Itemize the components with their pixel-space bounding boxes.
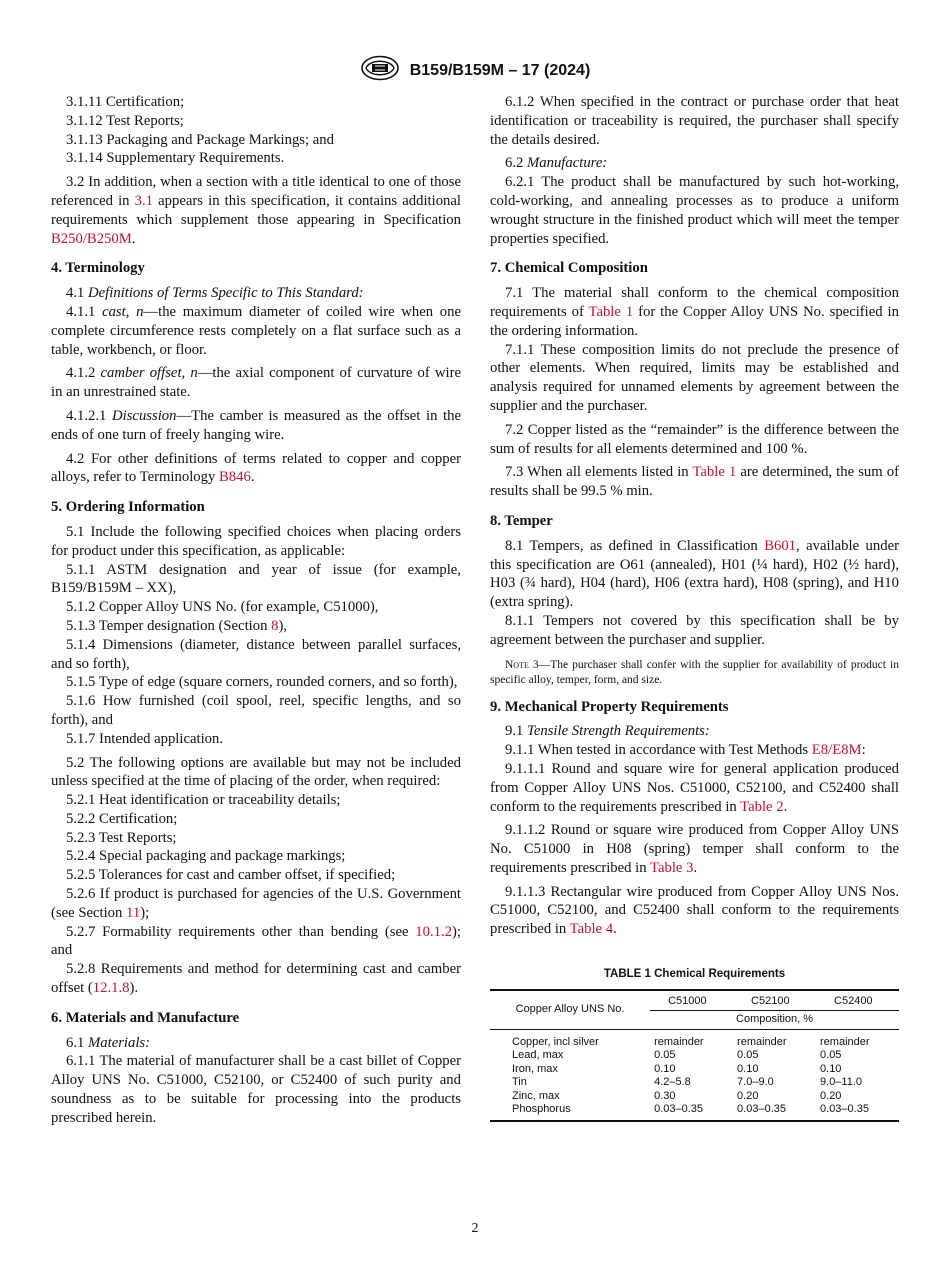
- table-row: [490, 1063, 899, 1077]
- table-cell: remainder: [654, 1035, 704, 1048]
- paragraph-5-2-5: 5.2.5 Tolerances for cast and camber offset, if specified;: [66, 867, 396, 884]
- column-header: C52100: [733, 990, 816, 1011]
- paragraph-5-1-4: 5.1.4 Dimensions (diameter, distance between parallel surfaces, and so forth),: [51, 636, 461, 672]
- table-cell: 0.03–0.35: [733, 1103, 816, 1121]
- table-row: [490, 1029, 899, 1049]
- table-cell: Phosphorus: [490, 1103, 650, 1121]
- paragraph-4-1-2: 4.1.2 camber offset, n—the axial component of curvature of wire in an unrestrained state.: [51, 365, 461, 401]
- list-item: 3.1.13 Packaging and Package Markings; and: [66, 131, 334, 148]
- table-cell: 0.10: [654, 1062, 676, 1075]
- paragraph-5-1-5: 5.1.5 Type of edge (square corners, rounded corners, and so forth),: [66, 674, 458, 691]
- astm-logo-icon: [360, 55, 400, 86]
- column-header: C51000: [650, 990, 733, 1011]
- table-row: [490, 1049, 899, 1063]
- paragraph-5-2-1: 5.2.1 Heat identification or traceability details;: [66, 792, 341, 809]
- section-heading-5: 5. Ordering Information: [51, 499, 205, 516]
- paragraph-5-2-4: 5.2.4 Special packaging and package markings;: [66, 848, 346, 865]
- table-cell: Iron, max: [512, 1062, 558, 1075]
- paragraph-8-1: 8.1 Tempers, as defined in Classification B601, available under this specification are O61 (annealed), H01 (¼ hard), H02 (½ hard), H03 (¾ hard), H04 (hard), H06 (extra hard), H08 (spring), and H10 (extra spring).: [490, 537, 899, 611]
- paragraph-5-2-8: 5.2.8 Requirements and method for determining cast and camber offset (12.1.8).: [51, 961, 461, 997]
- paragraph-6-1: 6.1 Materials:: [66, 1034, 151, 1051]
- paragraph-5-1: 5.1 Include the following specified choices when placing orders for product under this specification, as applicable:: [51, 523, 461, 559]
- link-section-8[interactable]: 8: [271, 617, 279, 634]
- link-table-2[interactable]: Table 2: [740, 798, 784, 815]
- paragraph-7-1: 7.1 The material shall conform to the chemical composition requirements of Table 1 for the Copper Alloy UNS No. specified in the ordering information.: [490, 285, 899, 339]
- paragraph-5-2-7: 5.2.7 Formability requirements other than bending (see 10.1.2); and: [51, 923, 461, 959]
- paragraph-4-1-2-1: 4.1.2.1 Discussion—The camber is measured as the offset in the ends of one turn of freely hanging wire.: [51, 407, 461, 443]
- table-cell: 0.20: [737, 1089, 759, 1102]
- table-cell: 0.03–0.35: [650, 1103, 733, 1121]
- paragraph-5-2-2: 5.2.2 Certification;: [66, 810, 178, 827]
- paragraph-5-1-1: 5.1.1 ASTM designation and year of issue (for example, B159/B159M – XX),: [51, 561, 461, 597]
- paragraph-5-1-6: 5.1.6 How furnished (coil spool, reel, specific lengths, and so forth), and: [51, 693, 461, 728]
- section-heading-4: 4. Terminology: [51, 260, 145, 277]
- table-cell: 9.0–11.0: [820, 1076, 863, 1089]
- table-cell: Zinc, max: [512, 1089, 560, 1102]
- paragraph-9-1-1-3: 9.1.1.3 Rectangular wire produced from Copper Alloy UNS Nos. C51000, C52100, and C52400 shall conform to the requirements prescribed in Table 4.: [490, 883, 899, 938]
- column-header: C52400: [816, 990, 899, 1011]
- link-section-11[interactable]: 11: [126, 904, 141, 921]
- paragraph-7-2: 7.2 Copper listed as the “remainder” is the difference between the sum of results for all elements determined and 100 %.: [490, 421, 899, 457]
- table-row-header: Copper Alloy UNS No.: [490, 990, 650, 1030]
- table-cell: 0.20: [820, 1089, 842, 1102]
- table-cell: Tin: [512, 1076, 527, 1089]
- paragraph-5-2-6: 5.2.6 If product is purchased for agencies of the U.S. Government (see Section 11);: [51, 886, 461, 921]
- link-3-1[interactable]: 3.1: [134, 192, 154, 209]
- table-cell: 0.30: [654, 1089, 676, 1102]
- paragraph-7-3: 7.3 When all elements listed in Table 1 are determined, the sum of results shall be 99.5 % min.: [490, 464, 899, 500]
- link-b846[interactable]: B846: [218, 469, 251, 486]
- left-column: [51, 93, 461, 1128]
- link-table-1[interactable]: Table 1: [692, 464, 737, 481]
- list-item: 3.1.12 Test Reports;: [66, 112, 184, 129]
- paragraph-5-1-3: 5.1.3 Temper designation (Section 8),: [66, 617, 288, 634]
- page-header: [0, 55, 950, 86]
- paragraph-4-1-1: 4.1.1 cast, n—the maximum diameter of coiled wire when one complete circumference rests completely on a flat surface such as a table, workbench, or floor.: [51, 303, 461, 358]
- paragraph-9-1: 9.1 Tensile Strength Requirements:: [505, 723, 710, 740]
- right-column: [490, 93, 899, 1122]
- table-cell: remainder: [820, 1035, 870, 1048]
- paragraph-6-1-1: 6.1.1 The material of manufacturer shall be a cast billet of Copper Alloy UNS No. C51000, C52100, or C52400 of such purity and soundness as to be suitable for processing into the products prescribed herein.: [51, 1053, 461, 1126]
- document-designation: B159/B159M – 17 (2024): [409, 61, 591, 79]
- table-cell: 4.2–5.8: [654, 1076, 691, 1089]
- table-cell: Copper, incl silver: [512, 1035, 599, 1048]
- list-item: 3.1.11 Certification;: [66, 94, 185, 110]
- paragraph-5-2: 5.2 The following options are available but may not be included unless specified at the time of placing of the order, when required:: [51, 754, 461, 790]
- link-b250[interactable]: B250/B250M: [51, 230, 132, 247]
- table-cell: 0.05: [654, 1049, 676, 1062]
- link-b601[interactable]: B601: [764, 537, 797, 554]
- table-cell: remainder: [737, 1035, 787, 1048]
- link-e8[interactable]: E8/E8M: [811, 742, 862, 759]
- paragraph-9-1-1-1: 9.1.1.1 Round and square wire for general application produced from Copper Alloy UNS Nos. C51000, C52100, and C52400 shall conform to the requirements prescribed in Table 2.: [490, 760, 899, 815]
- section-heading-7: 7. Chemical Composition: [490, 260, 648, 277]
- table-row: [490, 1103, 899, 1121]
- table-1-title: TABLE 1 Chemical Requirements: [603, 968, 786, 981]
- table-cell: 0.05: [820, 1049, 842, 1062]
- paragraph-6-2: 6.2 Manufacture:: [505, 155, 608, 172]
- paragraph-6-1-2: 6.1.2 When specified in the contract or purchase order that heat identification or traceability is required, the purchaser shall specify the details desired.: [490, 94, 899, 148]
- paragraph-4-2: 4.2 For other definitions of terms related to copper and copper alloys, refer to Terminology B846.: [51, 450, 461, 486]
- paragraph-4-1: 4.1 Definitions of Terms Specific to This Standard:: [66, 285, 364, 302]
- chemical-requirements-table: [490, 989, 899, 1122]
- note-3: Note 3—The purchaser shall confer with the supplier for availability of product in specific alloy, temper, form, and size.: [490, 658, 899, 686]
- link-10-1-2[interactable]: 10.1.2: [415, 923, 453, 940]
- paragraph-9-1-1-2: 9.1.1.2 Round or square wire produced from Copper Alloy UNS No. C51000 in H08 (spring) temper shall conform to the requirements prescribed in Table 3.: [490, 822, 899, 876]
- paragraph-5-1-2: 5.1.2 Copper Alloy UNS No. (for example, C51000),: [66, 599, 379, 616]
- table-cell: 0.05: [737, 1049, 759, 1062]
- link-table-3[interactable]: Table 3: [650, 859, 694, 876]
- paragraph-7-1-1: 7.1.1 These composition limits do not preclude the presence of other elements. When required, limits may be established and analysis required for unnamed elements by agreement between the supplier and the purchaser.: [490, 341, 899, 414]
- link-table-1[interactable]: Table 1: [588, 303, 634, 320]
- link-table-4[interactable]: Table 4: [569, 921, 614, 938]
- paragraph-9-1-1: 9.1.1 When tested in accordance with Test Methods E8/E8M:: [505, 742, 866, 759]
- paragraph-5-2-3: 5.2.3 Test Reports;: [66, 829, 177, 846]
- table-cell: 0.03–0.35: [816, 1103, 899, 1121]
- paragraph-5-1-7: 5.1.7 Intended application.: [66, 730, 224, 747]
- table-cell: Lead, max: [512, 1049, 564, 1062]
- paragraph-3-2: 3.2 In addition, when a section with a title identical to one of those referenced in 3.1 appears in this specification, it contains additional requirements which supplement those appearing in Specification B250/B250M.: [51, 174, 461, 247]
- link-12-1-8[interactable]: 12.1.8: [92, 980, 130, 997]
- table-cell: 7.0–9.0: [737, 1076, 774, 1089]
- table-cell: 0.10: [820, 1062, 842, 1075]
- section-heading-8: 8. Temper: [490, 512, 553, 529]
- table-cell: 0.10: [737, 1062, 759, 1075]
- section-heading-6: 6. Materials and Manufacture: [51, 1009, 240, 1026]
- composition-subheader: Composition, %: [650, 1011, 899, 1030]
- section-heading-9: 9. Mechanical Property Requirements: [490, 698, 729, 715]
- table-row: [490, 1076, 899, 1090]
- paragraph-8-1-1: 8.1.1 Tempers not covered by this specification shall be by agreement between the purchaser and supplier.: [490, 612, 899, 648]
- page-number: 2: [471, 1221, 479, 1236]
- list-item: 3.1.14 Supplementary Requirements.: [66, 150, 285, 167]
- table-row: [490, 1090, 899, 1104]
- paragraph-6-2-1: 6.2.1 The product shall be manufactured by such hot-working, cold-working, and annealing processes as to produce a uniform wrought structure in the finished product which will meet the temper properties specified.: [490, 174, 899, 247]
